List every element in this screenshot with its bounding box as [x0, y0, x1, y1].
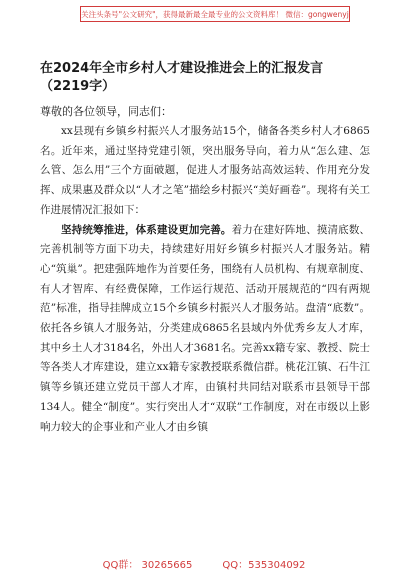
paragraph-2-body: 着力在建好阵地、摸清底数、完善机制等方面下功夫，持续建好用好乡镇乡村振兴人才服务站。精心“筑巢”。把建强阵地作为首要任务，围绕有人员机构、有规章制度、有人才智库、有经费保障，工作运行规范、活动开展规范的“四有两规范”标准，指导挂牌成立15个乡镇乡村振兴人才服务站。盘清“底数”。依托各乡镇人才服务站，分类建成6865名县域内外优秀乡友人才库，其中乡土人才3184名，外出人才3681名。完善xx籍专家、教授、院士等各类人才库建设，建立xx籍专家教授联系微信群。桃花江镇、石牛江镇等乡镇还建立党员干部人才库，由镇村共同结对联系市县领导干部134人。健全“制度”。实行突出人才“双联”工作制度，对在市级以上影响力较大的企事业和产业人才由乡镇 — [40, 223, 371, 433]
header-banner — [80, 6, 350, 22]
document-body — [40, 60, 370, 437]
document-title: 在2024年全市乡村人才建设推进会上的汇报发言（2219字） — [40, 61, 324, 94]
salutation: 尊敬的各位领导，同志们： — [40, 105, 172, 118]
footer — [0, 556, 408, 571]
footer-qq: QQ：535304092 — [222, 560, 306, 571]
banner-text: 关注头条号"公文研究"，获得最新最全最专业的公文资料库！ 微信：gongwenyj — [81, 9, 349, 19]
footer-qq-group: QQ群： 30265665 — [102, 560, 193, 571]
paragraph-2 — [40, 221, 370, 438]
paragraph-1: xx县现有乡镇乡村振兴人才服务站15个，储备各类乡村人才6865名。近年来，通过坚持党建引领，突出服务导向，着力从“怎么建、怎么管、怎么用”三个方面破题，促进人才服务站高效运转、作用充分发挥、成果惠及群众以“人才之笔”描绘乡村振兴“美好画卷”。现将有关工作进展情况汇报如下： — [40, 125, 370, 216]
paragraph-2-lead: 坚持统筹推进，体系建设更加完善。 — [61, 223, 232, 236]
